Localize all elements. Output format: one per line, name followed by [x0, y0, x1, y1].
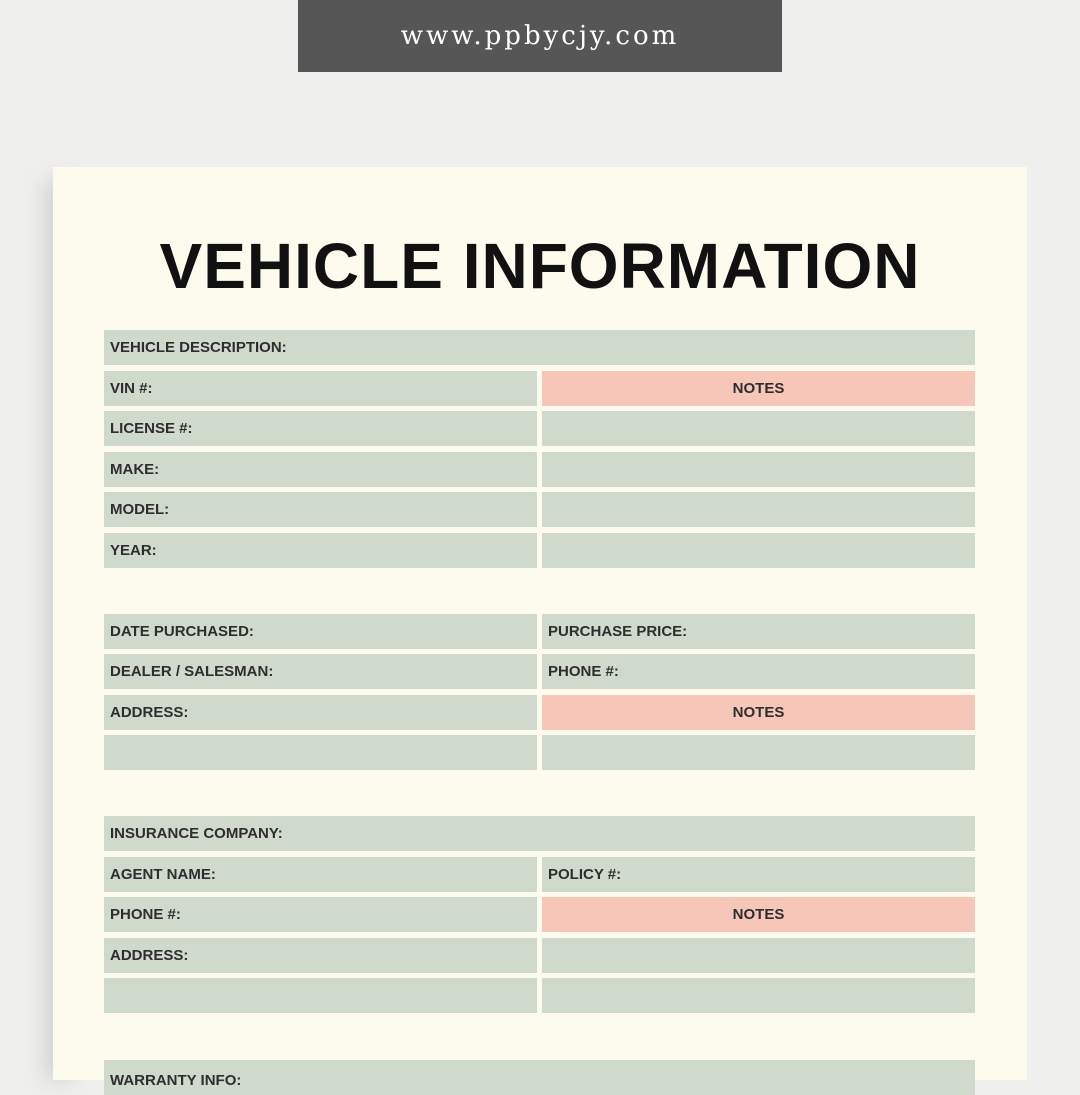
website-url: www.ppbycjy.com	[400, 21, 680, 51]
field-agent-name[interactable]: AGENT NAME:	[104, 857, 537, 892]
notes-header: NOTES	[542, 695, 975, 730]
field-warranty-info[interactable]: WARRANTY INFO:	[104, 1060, 975, 1095]
address-line[interactable]	[104, 735, 537, 770]
field-date-purchased[interactable]: DATE PURCHASED:	[104, 614, 537, 649]
field-policy-number[interactable]: POLICY #:	[542, 857, 975, 892]
notes-line[interactable]	[542, 452, 975, 487]
vehicle-info-sheet	[53, 167, 1027, 1089]
field-dealer-phone[interactable]: PHONE #:	[542, 654, 975, 689]
notes-line[interactable]	[542, 411, 975, 446]
field-agent-address[interactable]: ADDRESS:	[104, 938, 537, 973]
website-banner	[298, 0, 782, 72]
field-dealer-salesman[interactable]: DEALER / SALESMAN:	[104, 654, 537, 689]
notes-line[interactable]	[542, 492, 975, 527]
notes-line[interactable]	[542, 735, 975, 770]
field-vehicle-description[interactable]: VEHICLE DESCRIPTION:	[104, 330, 975, 365]
notes-header: NOTES	[542, 897, 975, 932]
field-vin[interactable]: VIN #:	[104, 371, 537, 406]
notes-line[interactable]	[542, 978, 975, 1013]
notes-line[interactable]	[542, 938, 975, 973]
field-dealer-address[interactable]: ADDRESS:	[104, 695, 537, 730]
notes-header: NOTES	[542, 371, 975, 406]
page-title: VEHICLE INFORMATION	[159, 230, 921, 302]
field-license[interactable]: LICENSE #:	[104, 411, 537, 446]
field-agent-phone[interactable]: PHONE #:	[104, 897, 537, 932]
field-model[interactable]: MODEL:	[104, 492, 537, 527]
address-line[interactable]	[104, 978, 537, 1013]
field-year[interactable]: YEAR:	[104, 533, 537, 568]
notes-line[interactable]	[542, 533, 975, 568]
field-insurance-company[interactable]: INSURANCE COMPANY:	[104, 816, 975, 851]
field-make[interactable]: MAKE:	[104, 452, 537, 487]
field-purchase-price[interactable]: PURCHASE PRICE:	[542, 614, 975, 649]
